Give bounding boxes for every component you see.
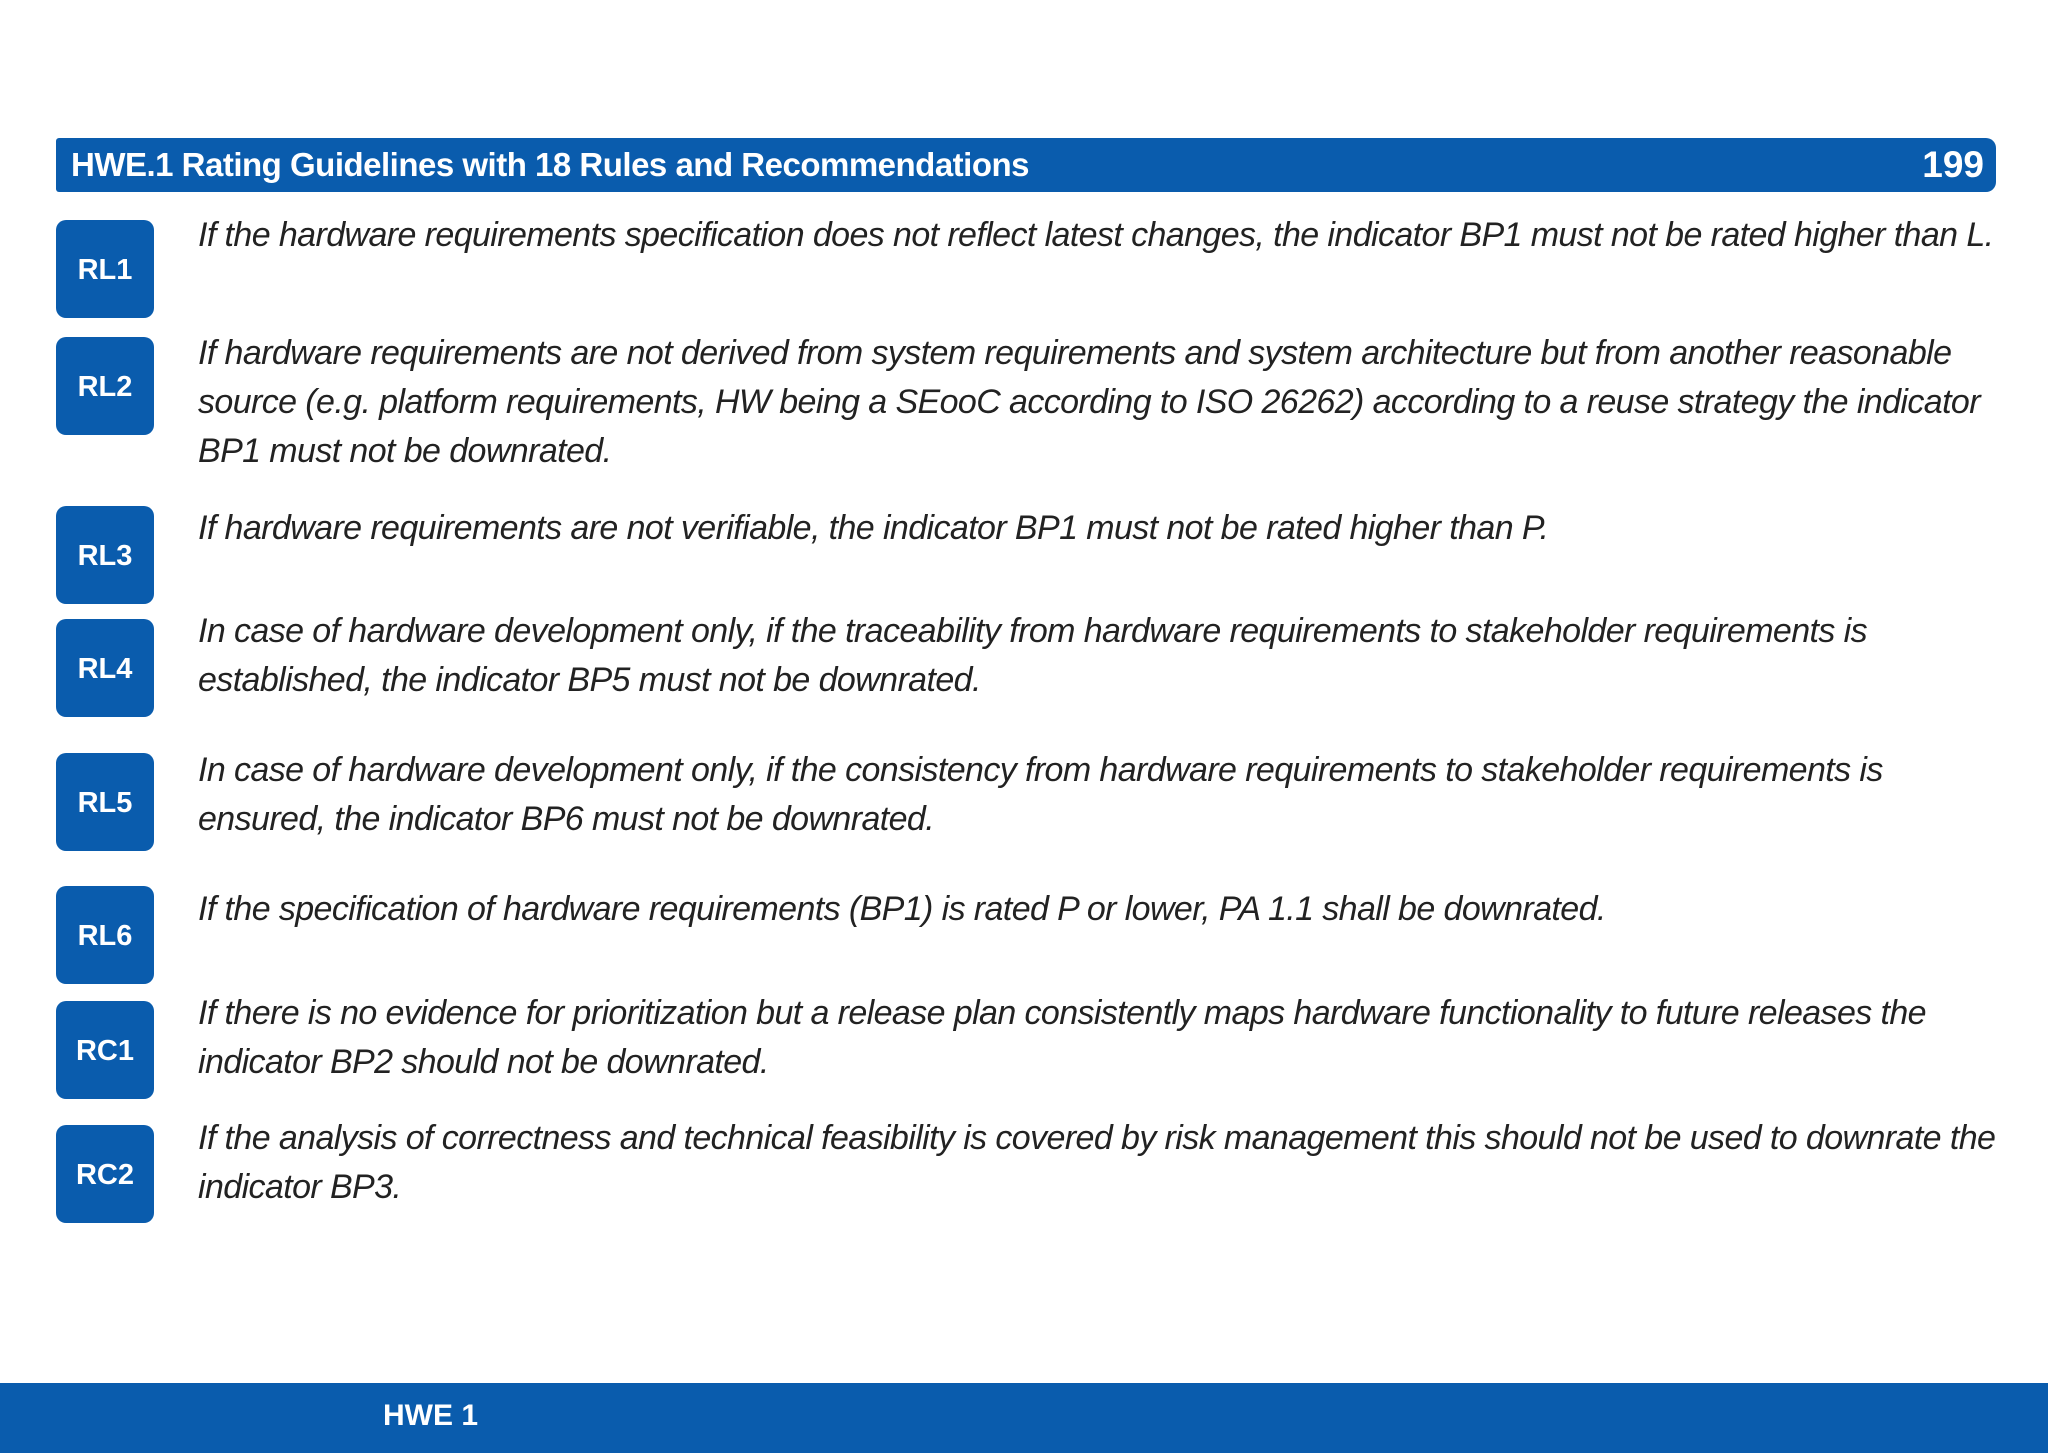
rule-badge: RL1 [56,220,154,318]
rule-badge: RL4 [56,619,154,717]
rule-badge: RC1 [56,1001,154,1099]
rule-text: If hardware requirements are not derived from system requirements and system architecture but from another reasonable source (e.g. platform requirements, HW being a SEooC according to ISO 26262) according to a reuse strategy the indicator BP1 must not be downrated. [198,334,1980,470]
footer-bar [0,1383,2048,1453]
header-bar [56,138,1996,192]
page-title: HWE.1 Rating Guidelines with 18 Rules and Recommendations [71,146,1030,183]
rule-text: If the specification of hardware requirements (BP1) is rated P or lower, PA 1.1 shall be downrated. [198,890,1606,928]
rule-badge: RL5 [56,753,154,851]
footer-label: HWE 1 [383,1399,479,1432]
rule-badge: RL3 [56,506,154,604]
rule-text: In case of hardware development only, if the traceability from hardware requirements to stakeholder requirements is established, the indicator BP5 must not be downrated. [198,612,1868,699]
rule-text: If the analysis of correctness and technical feasibility is covered by risk management this should not be used to downrate the indicator BP3. [198,1119,1996,1206]
rule-badge: RL6 [56,886,154,984]
rule-text: If hardware requirements are not verifiable, the indicator BP1 must not be rated higher than P. [198,509,1549,547]
rule-text: If the hardware requirements specification does not reflect latest changes, the indicator BP1 must not be rated higher than L. [198,216,1994,254]
rule-badge: RC2 [56,1125,154,1223]
page-number: 199 [1922,144,1984,185]
rule-badge: RL2 [56,337,154,435]
rule-text: If there is no evidence for prioritization but a release plan consistently maps hardware functionality to future releases the indicator BP2 should not be downrated. [198,994,1926,1081]
rule-text: In case of hardware development only, if the consistency from hardware requirements to stakeholder requirements is ensured, the indicator BP6 must not be downrated. [198,751,1883,838]
